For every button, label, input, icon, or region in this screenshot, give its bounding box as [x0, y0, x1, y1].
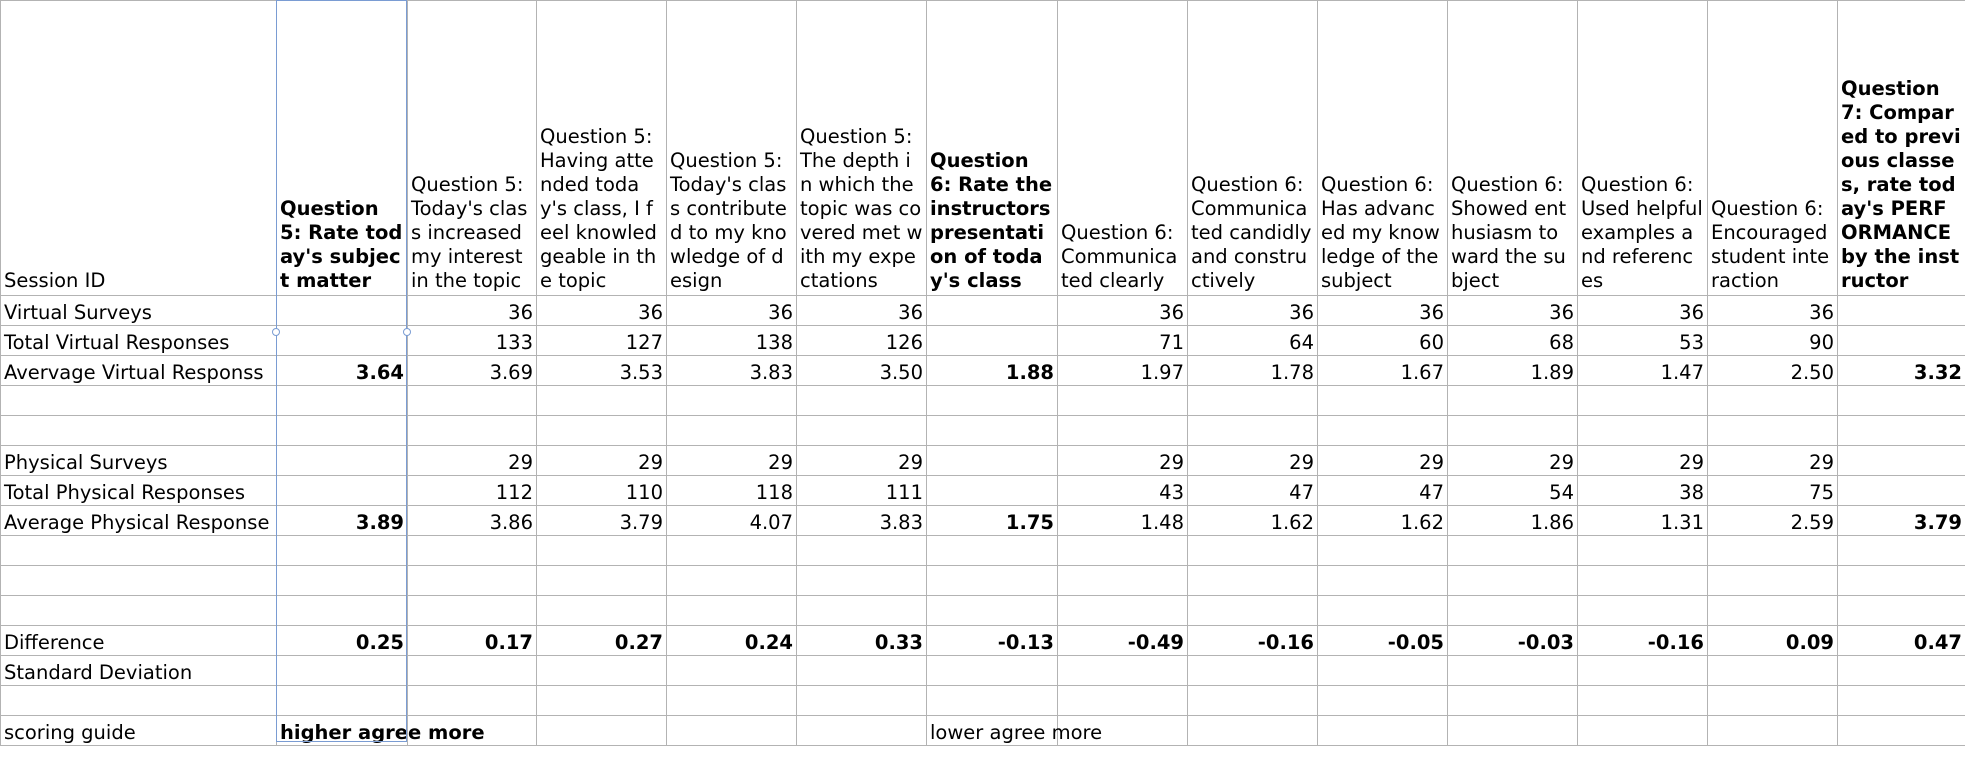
row-label-cell[interactable] [1, 386, 277, 416]
table-cell[interactable] [1578, 416, 1708, 446]
table-cell[interactable]: 3.69 [408, 356, 537, 386]
table-cell[interactable] [667, 566, 797, 596]
table-cell[interactable]: 64 [1188, 326, 1318, 356]
table-row [1, 476, 1965, 506]
table-row [1, 356, 1965, 386]
column-header-7[interactable]: Question 6: Communicated clearly [1058, 1, 1188, 296]
table-cell[interactable]: 0.09 [1708, 626, 1838, 656]
table-cell[interactable] [408, 386, 537, 416]
table-cell[interactable] [408, 686, 537, 716]
table-cell[interactable]: 38 [1578, 476, 1708, 506]
table-cell[interactable]: 1.62 [1188, 506, 1318, 536]
table-cell[interactable]: -0.49 [1058, 626, 1188, 656]
table-cell[interactable]: 47 [1318, 476, 1448, 506]
column-header-10[interactable]: Question 6: Showed enthusiasm toward the subject [1448, 1, 1578, 296]
table-cell[interactable] [1708, 416, 1838, 446]
table-cell[interactable] [537, 536, 667, 566]
table-cell[interactable] [277, 656, 408, 686]
table-cell[interactable] [1578, 536, 1708, 566]
table-cell[interactable] [1448, 686, 1578, 716]
table-cell[interactable] [927, 656, 1058, 686]
table-cell[interactable] [1188, 716, 1318, 746]
table-cell[interactable]: 29 [1318, 446, 1448, 476]
table-cell[interactable] [277, 296, 408, 326]
row-label-cell[interactable]: Standard Deviation [1, 656, 277, 686]
column-header-4[interactable]: Question 5: Today's class contributed to my knowledge of design [667, 1, 797, 296]
column-header-11[interactable]: Question 6: Used helpful examples and references [1578, 1, 1708, 296]
table-cell[interactable] [277, 716, 485, 746]
table-cell[interactable]: -0.05 [1318, 626, 1448, 656]
table-row [1, 386, 1965, 416]
table-cell[interactable]: 1.75 [927, 506, 1058, 536]
table-cell[interactable]: 3.53 [537, 356, 667, 386]
table-cell[interactable]: 4.07 [667, 506, 797, 536]
table-cell[interactable] [1708, 536, 1838, 566]
table-cell[interactable]: 1.86 [1448, 506, 1578, 536]
table-cell[interactable]: 29 [797, 446, 927, 476]
table-cell[interactable]: 90 [1708, 326, 1838, 356]
table-row [1, 326, 1965, 356]
table-cell[interactable] [1058, 566, 1188, 596]
table-cell[interactable] [537, 686, 667, 716]
table-cell[interactable] [927, 686, 1058, 716]
table-cell[interactable] [1188, 416, 1318, 446]
table-cell[interactable] [277, 476, 408, 506]
table-cell[interactable]: 127 [537, 326, 667, 356]
table-row [1, 566, 1965, 596]
header-row [1, 1, 1965, 296]
table-cell[interactable]: 29 [1188, 446, 1318, 476]
table-row [1, 596, 1965, 626]
table-cell[interactable]: 111 [797, 476, 927, 506]
table-cell[interactable] [667, 596, 797, 626]
table-cell[interactable] [277, 596, 408, 626]
table-cell[interactable] [667, 716, 797, 746]
table-cell[interactable] [797, 686, 927, 716]
table-cell[interactable]: 54 [1448, 476, 1578, 506]
row-label-cell[interactable] [1, 686, 277, 716]
table-cell[interactable] [797, 566, 927, 596]
table-cell[interactable] [277, 686, 408, 716]
row-label-cell[interactable]: scoring guide [1, 716, 277, 746]
table-cell[interactable]: 118 [667, 476, 797, 506]
table-cell[interactable]: 36 [667, 296, 797, 326]
table-cell[interactable]: 0.17 [408, 626, 537, 656]
table-cell[interactable] [1188, 386, 1318, 416]
table-cell[interactable]: 2.50 [1708, 356, 1838, 386]
column-header-3[interactable]: Question 5: Having attended today's class, I feel knowledgeable in the topic [537, 1, 667, 296]
table-cell[interactable] [927, 446, 1058, 476]
table-cell[interactable]: 36 [1318, 296, 1448, 326]
table-cell[interactable] [1578, 656, 1708, 686]
table-cell[interactable]: 36 [1188, 296, 1318, 326]
table-cell[interactable] [1708, 686, 1838, 716]
table-cell[interactable]: 3.83 [667, 356, 797, 386]
table-cell[interactable]: 138 [667, 326, 797, 356]
table-cell[interactable] [1708, 596, 1838, 626]
table-cell[interactable] [277, 446, 408, 476]
table-cell[interactable] [1578, 596, 1708, 626]
table-cell[interactable] [277, 566, 408, 596]
column-header-12[interactable]: Question 6: Encouraged student interaction [1708, 1, 1838, 296]
table-cell[interactable]: 0.47 [1838, 626, 1965, 656]
row-label-cell[interactable] [1, 566, 277, 596]
table-cell[interactable]: 43 [1058, 476, 1188, 506]
column-header-9[interactable]: Question 6: Has advanced my knowledge of the subject [1318, 1, 1448, 296]
table-row [1, 626, 1965, 656]
table-cell[interactable]: 0.27 [537, 626, 667, 656]
table-cell[interactable]: 36 [1448, 296, 1578, 326]
table-cell[interactable] [927, 716, 1103, 746]
scoring-guide-text: lower agree more [930, 721, 1103, 744]
table-cell[interactable]: 1.47 [1578, 356, 1708, 386]
table-cell[interactable]: 71 [1058, 326, 1188, 356]
table-cell[interactable] [1318, 686, 1448, 716]
table-cell[interactable] [277, 536, 408, 566]
table-cell[interactable]: 47 [1188, 476, 1318, 506]
table-cell[interactable] [667, 416, 797, 446]
table-cell[interactable] [408, 536, 537, 566]
table-cell[interactable] [408, 596, 537, 626]
table-cell[interactable] [1838, 296, 1965, 326]
table-cell[interactable] [1578, 386, 1708, 416]
table-cell[interactable] [1188, 686, 1318, 716]
row-label-cell[interactable] [1, 416, 277, 446]
table-cell[interactable] [1058, 536, 1188, 566]
table-cell[interactable] [797, 596, 927, 626]
table-cell[interactable] [1838, 536, 1965, 566]
table-cell[interactable]: -0.16 [1578, 626, 1708, 656]
table-cell[interactable] [408, 656, 537, 686]
table-cell[interactable]: 75 [1708, 476, 1838, 506]
table-cell[interactable] [1838, 446, 1965, 476]
table-cell[interactable] [537, 566, 667, 596]
column-header-13[interactable]: Question 7: Compared to previous classes, rate today's PERFORMANCE by the instructor [1838, 1, 1965, 296]
table-cell[interactable] [277, 326, 408, 356]
row-label-cell[interactable]: Total Virtual Responses [1, 326, 277, 356]
table-cell[interactable] [408, 566, 537, 596]
table-cell[interactable] [1708, 566, 1838, 596]
table-cell[interactable] [1838, 596, 1965, 626]
table-cell[interactable] [1058, 596, 1188, 626]
table-cell[interactable]: 3.89 [277, 506, 408, 536]
table-cell[interactable] [667, 536, 797, 566]
table-cell[interactable] [537, 416, 667, 446]
table-cell[interactable]: 36 [1708, 296, 1838, 326]
table-cell[interactable] [537, 716, 667, 746]
table-cell[interactable] [927, 596, 1058, 626]
table-cell[interactable]: 0.24 [667, 626, 797, 656]
table-cell[interactable] [1318, 716, 1448, 746]
table-cell[interactable] [537, 656, 667, 686]
table-cell[interactable] [1058, 656, 1188, 686]
table-cell[interactable]: 36 [797, 296, 927, 326]
table-cell[interactable]: 3.79 [1838, 506, 1965, 536]
table-row [1, 506, 1965, 536]
table-row [1, 716, 1965, 746]
table-cell[interactable]: 60 [1318, 326, 1448, 356]
table-cell[interactable] [1188, 656, 1318, 686]
column-header-1[interactable]: Question 5: Rate today's subject matter [277, 1, 408, 296]
table-cell[interactable]: 3.86 [408, 506, 537, 536]
table-cell[interactable] [1188, 596, 1318, 626]
table-cell[interactable] [1838, 716, 1965, 746]
column-header-8[interactable]: Question 6: Communicated candidly and constructively [1188, 1, 1318, 296]
table-cell[interactable] [537, 596, 667, 626]
table-cell[interactable]: 3.64 [277, 356, 408, 386]
table-cell[interactable] [667, 656, 797, 686]
table-cell[interactable] [1448, 656, 1578, 686]
table-cell[interactable]: 36 [408, 296, 537, 326]
table-cell[interactable] [1318, 536, 1448, 566]
table-cell[interactable] [1448, 416, 1578, 446]
table-row [1, 656, 1965, 686]
table-cell[interactable]: 1.78 [1188, 356, 1318, 386]
table-cell[interactable]: 29 [537, 446, 667, 476]
column-header-0[interactable]: Session ID [1, 1, 277, 296]
table-cell[interactable] [927, 536, 1058, 566]
row-label-cell[interactable]: Average Physical Response [1, 506, 277, 536]
table-cell[interactable] [927, 386, 1058, 416]
table-cell[interactable] [1058, 416, 1188, 446]
table-cell[interactable] [537, 386, 667, 416]
table-cell[interactable]: 112 [408, 476, 537, 506]
table-cell[interactable]: 29 [667, 446, 797, 476]
table-cell[interactable] [797, 656, 927, 686]
table-cell[interactable]: -0.03 [1448, 626, 1578, 656]
table-cell[interactable]: 36 [1058, 296, 1188, 326]
row-label-cell[interactable] [1, 596, 277, 626]
table-cell[interactable] [927, 566, 1058, 596]
table-cell[interactable] [1448, 536, 1578, 566]
table-cell[interactable] [1448, 596, 1578, 626]
table-cell[interactable] [1318, 656, 1448, 686]
table-cell[interactable] [1058, 686, 1188, 716]
table-cell[interactable]: 53 [1578, 326, 1708, 356]
table-cell[interactable] [797, 536, 927, 566]
table-row [1, 416, 1965, 446]
column-header-6[interactable]: Question 6: Rate the instructors presentation of today's class [927, 1, 1058, 296]
table-cell[interactable] [667, 686, 797, 716]
table-cell[interactable] [797, 386, 927, 416]
row-label-cell[interactable] [1, 536, 277, 566]
table-cell[interactable]: -0.16 [1188, 626, 1318, 656]
table-cell[interactable]: 29 [1058, 446, 1188, 476]
table-cell[interactable] [1058, 386, 1188, 416]
scoring-guide-text: higher agree more [280, 721, 485, 744]
table-cell[interactable]: 36 [537, 296, 667, 326]
table-cell[interactable]: 3.50 [797, 356, 927, 386]
row-label-cell[interactable]: Avervage Virtual Responss [1, 356, 277, 386]
table-cell[interactable] [927, 416, 1058, 446]
table-cell[interactable]: 0.25 [277, 626, 408, 656]
table-cell[interactable]: 29 [1578, 446, 1708, 476]
table-cell[interactable] [1838, 386, 1965, 416]
table-cell[interactable] [1578, 686, 1708, 716]
table-cell[interactable]: 36 [1578, 296, 1708, 326]
table-cell[interactable]: 1.88 [927, 356, 1058, 386]
table-cell[interactable]: 0.33 [797, 626, 927, 656]
table-cell[interactable]: 2.59 [1708, 506, 1838, 536]
table-cell[interactable] [797, 716, 927, 746]
table-cell[interactable]: 3.79 [537, 506, 667, 536]
table-cell[interactable]: 3.83 [797, 506, 927, 536]
table-cell[interactable]: 126 [797, 326, 927, 356]
table-cell[interactable]: 1.31 [1578, 506, 1708, 536]
table-cell[interactable]: -0.13 [927, 626, 1058, 656]
table-cell[interactable] [927, 326, 1058, 356]
table-cell[interactable]: 1.67 [1318, 356, 1448, 386]
table-cell[interactable]: 133 [408, 326, 537, 356]
table-row [1, 536, 1965, 566]
table-cell[interactable] [1838, 326, 1965, 356]
table-cell[interactable] [1838, 476, 1965, 506]
table-cell[interactable]: 29 [1708, 446, 1838, 476]
table-cell[interactable] [1188, 536, 1318, 566]
table-cell[interactable] [1708, 716, 1838, 746]
table-cell[interactable]: 3.32 [1838, 356, 1965, 386]
table-cell[interactable] [277, 386, 408, 416]
table-cell[interactable]: 29 [1448, 446, 1578, 476]
table-cell[interactable] [667, 386, 797, 416]
table-cell[interactable] [1318, 596, 1448, 626]
column-header-5[interactable]: Question 5: The depth in which the topic was covered met with my expectations [797, 1, 927, 296]
table-cell[interactable] [1318, 386, 1448, 416]
row-label-cell[interactable]: Total Physical Responses [1, 476, 277, 506]
table-cell[interactable] [1708, 386, 1838, 416]
table-cell[interactable] [1838, 656, 1965, 686]
table-cell[interactable] [1838, 416, 1965, 446]
row-label-cell[interactable]: Virtual Surveys [1, 296, 277, 326]
table-cell[interactable] [408, 416, 537, 446]
row-label-cell[interactable]: Difference [1, 626, 277, 656]
table-cell[interactable] [277, 416, 408, 446]
table-cell[interactable] [1318, 416, 1448, 446]
table-cell[interactable] [1448, 566, 1578, 596]
table-cell[interactable] [1448, 716, 1578, 746]
table-cell[interactable] [927, 476, 1058, 506]
table-cell[interactable] [1578, 566, 1708, 596]
table-cell[interactable]: 110 [537, 476, 667, 506]
table-cell[interactable] [1318, 566, 1448, 596]
table-cell[interactable] [797, 416, 927, 446]
column-header-2[interactable]: Question 5: Today's class increased my interest in the topic [408, 1, 537, 296]
table-cell[interactable] [1838, 566, 1965, 596]
table-cell[interactable]: 1.62 [1318, 506, 1448, 536]
table-row [1, 446, 1965, 476]
table-cell[interactable]: 1.48 [1058, 506, 1188, 536]
table-row [1, 296, 1965, 326]
table-row [1, 686, 1965, 716]
table-cell[interactable] [1578, 716, 1708, 746]
table-cell[interactable]: 1.89 [1448, 356, 1578, 386]
table-cell[interactable] [1838, 686, 1965, 716]
table-cell[interactable]: 1.97 [1058, 356, 1188, 386]
table-cell[interactable] [1708, 656, 1838, 686]
row-label-cell[interactable]: Physical Surveys [1, 446, 277, 476]
table-cell[interactable]: 68 [1448, 326, 1578, 356]
table-cell[interactable] [927, 296, 1058, 326]
table-cell[interactable]: 29 [408, 446, 537, 476]
table-cell[interactable] [1188, 566, 1318, 596]
table-cell[interactable] [1448, 386, 1578, 416]
